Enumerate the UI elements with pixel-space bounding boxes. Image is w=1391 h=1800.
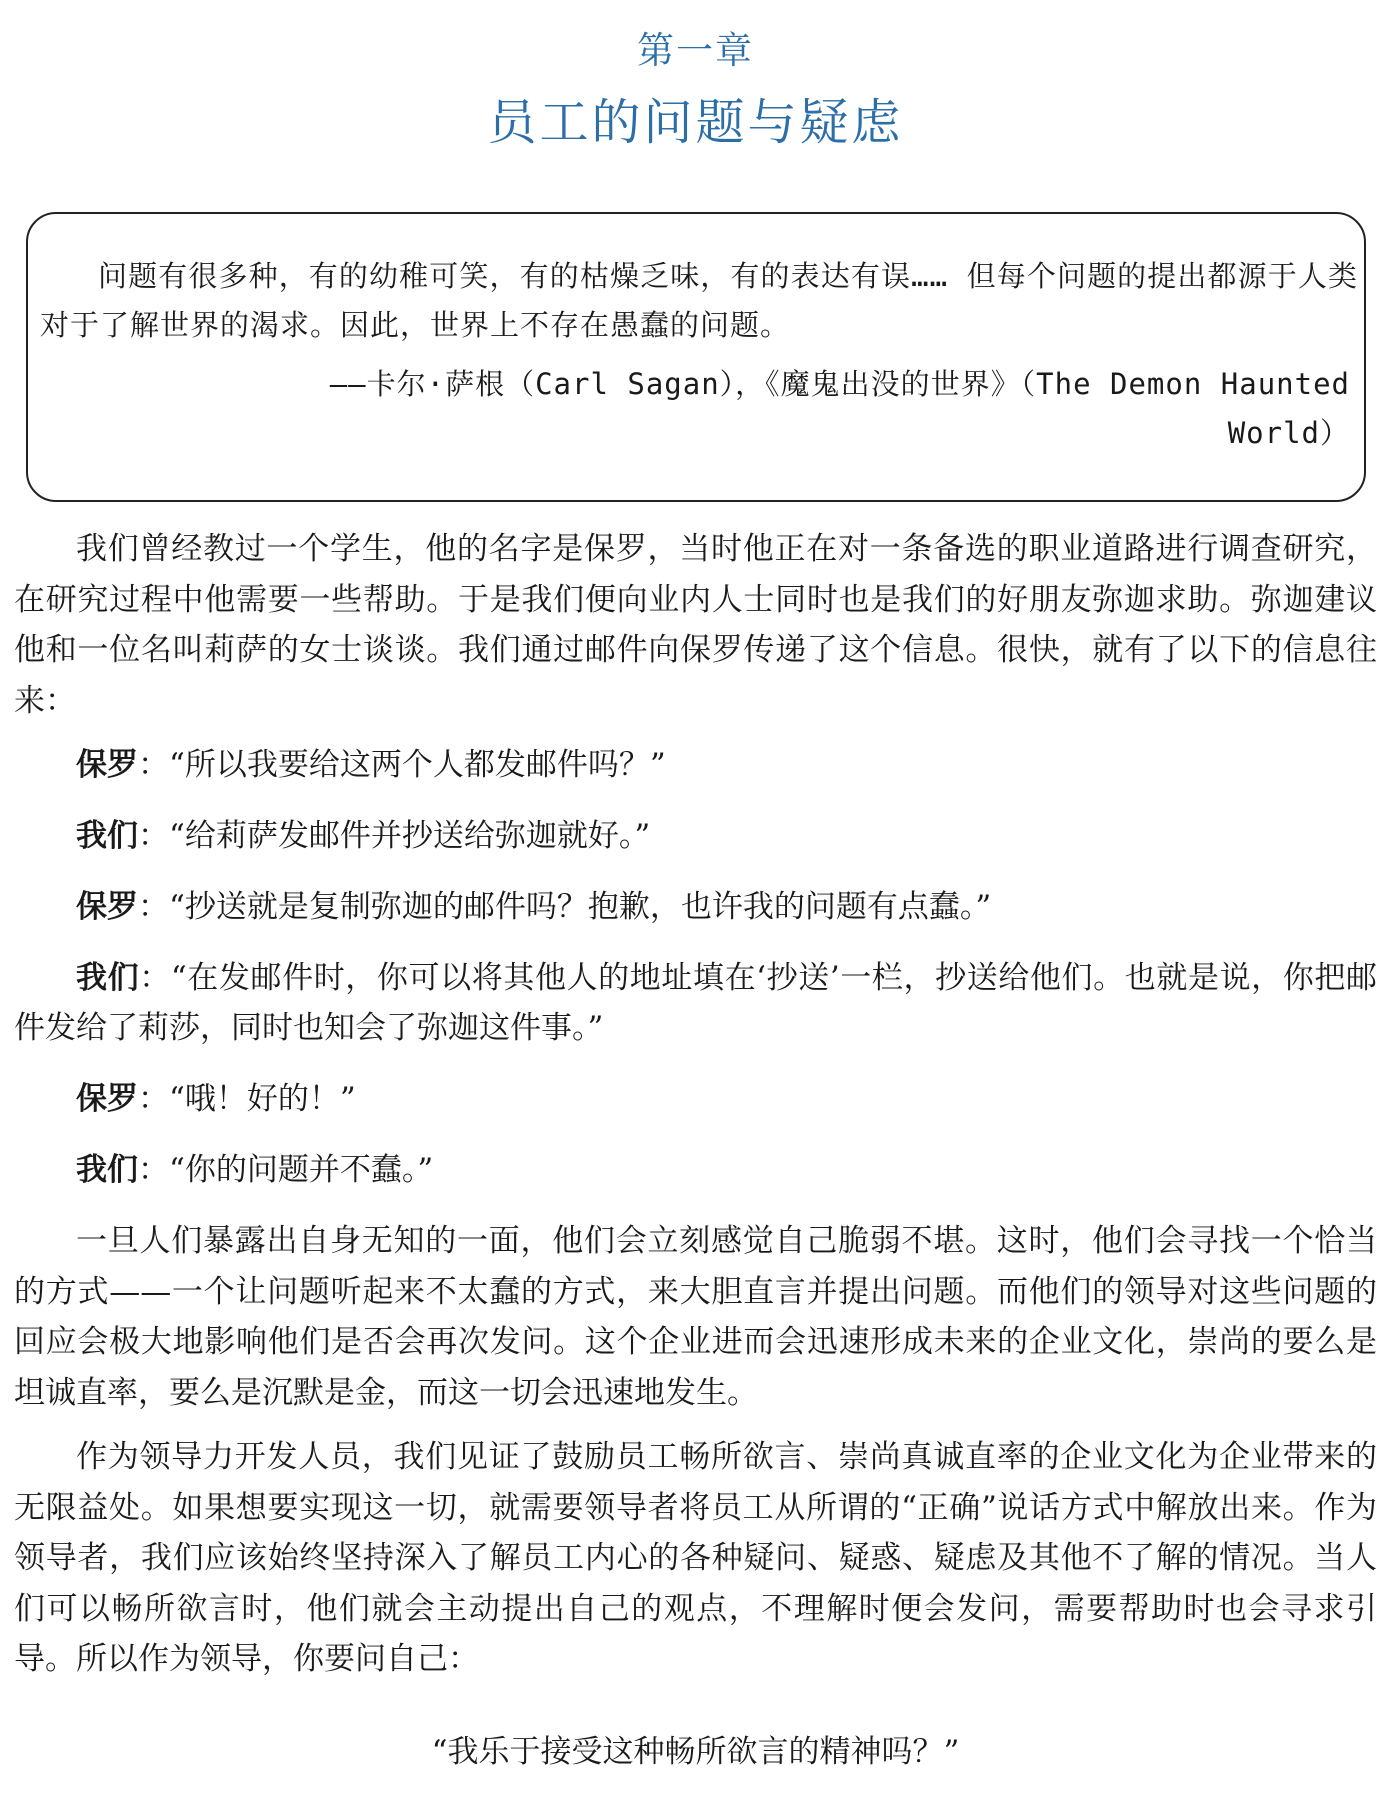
speaker-name: 保罗: [76, 747, 138, 783]
body-text: [14, 524, 1377, 1777]
paragraph-leadership: 作为领导力开发人员，我们见证了鼓励员工畅所欲言、崇尚真诚直率的企业文化为企业带来的无限益处。如果想要实现这一切，就需要领导者将员工从所谓的“正确”说话方式中解放出来。作为领导者，我们应该始终坚持深入了解员工内心的各种疑问、疑惑、疑虑及其他不了解的情况。当人们可以畅所欲言时，他们就会主动提出自己的观点，不理解时便会发问，需要帮助时也会寻求引导。所以作为领导，你要问自己：: [14, 1439, 1377, 1677]
speaker-name: 保罗: [76, 889, 138, 925]
chapter-label: 第一章: [637, 29, 754, 72]
intro-paragraph: 我们曾经教过一个学生，他的名字是保罗，当时他正在对一条备选的职业道路进行调查研究，在研究过程中他需要一些帮助。于是我们便向业内人士同时也是我们的好朋友弥迦求助。弥迦建议他和一位名叫莉萨的女士谈谈。我们通过邮件向保罗传递了这个信息。很快，就有了以下的信息往来：: [14, 531, 1377, 719]
dialog-line: [14, 882, 1377, 932]
paragraph-vulnerability: 一旦人们暴露出自身无知的一面，他们会立刻感觉自己脆弱不堪。这时，他们会寻找一个恰当的方式——一个让问题听起来不太蠢的方式，来大胆直言并提出问题。而他们的领导对这些问题的回应会极大地影响他们是否会再次发问。这个企业进而会迅速形成未来的企业文化，崇尚的要么是坦诚直率，要么是沉默是金，而这一切会迅速地发生。: [14, 1223, 1377, 1411]
closing-question: “我乐于接受这种畅所欲言的精神吗？”: [431, 1733, 960, 1770]
speaker-name: 我们: [76, 1152, 138, 1188]
dialog-line: [14, 740, 1377, 790]
dialog-text: ：“给莉萨发邮件并抄送给弥迦就好。”: [138, 818, 651, 854]
dialog-text: ：“哦！好的！”: [138, 1081, 356, 1117]
speaker-name: 我们: [76, 818, 138, 854]
dialog-line: [14, 953, 1377, 1053]
epigraph-text: 问题有很多种，有的幼稚可笑，有的枯燥乏味，有的表达有误…… 但每个问题的提出都源于人类对于了解世界的渴求。因此，世界上不存在愚蠢的问题。: [40, 259, 1358, 342]
dialog-line: [14, 1074, 1377, 1124]
dialog-text: ：“抄送就是复制弥迦的邮件吗？抱歉，也许我的问题有点蠢。”: [138, 889, 992, 925]
epigraph-box: [26, 212, 1366, 502]
dialog-line: [14, 1145, 1377, 1195]
epigraph-source: ——卡尔·萨根（Carl Sagan），《魔鬼出没的世界》（The Demon Haunted World）: [329, 367, 1350, 450]
speaker-name: 保罗: [76, 1081, 138, 1117]
chapter-title: 员工的问题与疑虑: [487, 94, 904, 151]
dialog-text: ：“你的问题并不蠢。”: [138, 1152, 434, 1188]
dialog-line: [14, 811, 1377, 861]
dialog-text: ：“所以我要给这两个人都发邮件吗？”: [138, 747, 666, 783]
speaker-name: 我们: [76, 960, 140, 996]
dialog-text: ：“在发邮件时，你可以将其他人的地址填在‘抄送’一栏，抄送给他们。也就是说，你把邮件发给了莉莎，同时也知会了弥迦这件事。”: [14, 960, 1377, 1046]
